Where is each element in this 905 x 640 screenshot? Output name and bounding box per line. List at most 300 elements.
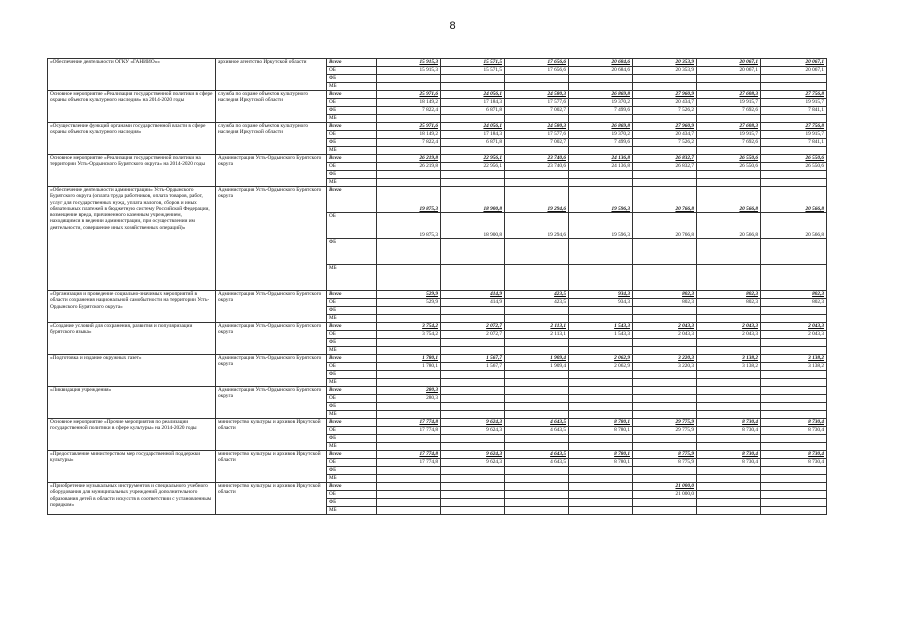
amount-cell [633, 467, 697, 475]
amount-cell: 7 692,6 [697, 107, 761, 115]
amount-cell: 529,9 [377, 299, 441, 307]
amount-cell: 18 900,8 [441, 213, 505, 239]
amount-cell [697, 435, 761, 443]
amount-cell: 17 774,8 [377, 419, 441, 427]
amount-cell [505, 171, 569, 179]
amount-cell [505, 75, 569, 83]
amount-cell: 802,3 [697, 291, 761, 299]
amount-cell: 20 353,9 [633, 67, 697, 75]
amount-cell [505, 387, 569, 395]
amount-cell [377, 403, 441, 411]
amount-cell: 8 730,4 [697, 427, 761, 435]
amount-cell [633, 403, 697, 411]
amount-cell [441, 411, 505, 419]
amount-cell: 7 002,7 [505, 139, 569, 147]
amount-cell: 2 113,1 [505, 323, 569, 331]
amount-cell [633, 475, 697, 483]
amount-cell: 25 971,6 [377, 91, 441, 99]
amount-cell: 2 072,7 [441, 331, 505, 339]
budget-table [47, 58, 827, 515]
amount-cell [377, 339, 441, 347]
funding-source-cell: ОБ [327, 163, 377, 171]
amount-cell [505, 411, 569, 419]
funding-source-cell: МБ [327, 379, 377, 387]
funding-source-cell: Всего [327, 323, 377, 331]
amount-cell [697, 379, 761, 387]
amount-cell: 20 684,6 [569, 59, 633, 67]
funding-source-cell: ОБ [327, 491, 377, 499]
amount-cell: 20 434,7 [633, 99, 697, 107]
amount-cell: 8 775,9 [633, 451, 697, 459]
amount-cell [761, 411, 827, 419]
amount-cell: 17 577,6 [505, 99, 569, 107]
amount-cell: 8 730,4 [761, 451, 827, 459]
amount-cell [697, 75, 761, 83]
amount-cell [697, 507, 761, 515]
amount-cell: 1 780,1 [377, 363, 441, 371]
amount-cell [697, 395, 761, 403]
amount-cell: 19 875,3 [377, 187, 441, 213]
funding-source-cell: МБ [327, 315, 377, 323]
amount-cell [377, 499, 441, 507]
amount-cell: 26 550,6 [761, 155, 827, 163]
amount-cell: 8 775,9 [633, 459, 697, 467]
amount-cell: 1 567,7 [441, 355, 505, 363]
amount-cell: 29 775,9 [633, 419, 697, 427]
amount-cell [697, 387, 761, 395]
amount-cell [505, 83, 569, 91]
amount-cell [441, 171, 505, 179]
amount-cell [505, 475, 569, 483]
amount-cell: 17 184,3 [441, 131, 505, 139]
amount-cell: 1 909,4 [505, 355, 569, 363]
funding-source-cell: МБ [327, 347, 377, 355]
amount-cell: 22 956,1 [441, 155, 505, 163]
table-row [48, 155, 827, 163]
table-row [48, 123, 827, 131]
amount-cell [569, 507, 633, 515]
amount-cell [441, 83, 505, 91]
amount-cell: 17 577,6 [505, 131, 569, 139]
amount-cell [441, 339, 505, 347]
funding-source-cell: МБ [327, 83, 377, 91]
amount-cell [505, 443, 569, 451]
amount-cell: 20 566,8 [697, 213, 761, 239]
amount-cell: 1 780,1 [377, 355, 441, 363]
amount-cell: 3 754,2 [377, 331, 441, 339]
funding-source-cell: Всего [327, 123, 377, 131]
amount-cell [697, 147, 761, 155]
amount-cell: 20 566,8 [697, 187, 761, 213]
amount-cell: 24 580,3 [505, 123, 569, 131]
amount-cell: 414,9 [441, 299, 505, 307]
amount-cell [377, 315, 441, 323]
table-row [48, 91, 827, 99]
amount-cell: 802,3 [633, 291, 697, 299]
amount-cell: 9 624,3 [441, 427, 505, 435]
amount-cell [633, 379, 697, 387]
executor-cell: Администрация Усть-Ордынского Бурятского округа [216, 291, 327, 323]
amount-cell [633, 147, 697, 155]
amount-cell: 27 960,9 [633, 123, 697, 131]
amount-cell: 17 774,8 [377, 451, 441, 459]
amount-cell [761, 115, 827, 123]
amount-cell [761, 475, 827, 483]
amount-cell [441, 491, 505, 499]
amount-cell [377, 483, 441, 491]
amount-cell: 1 567,7 [441, 363, 505, 371]
amount-cell: 20 766,8 [633, 213, 697, 239]
executor-cell: служба по охране объектов культурного наследия Иркутской области [216, 123, 327, 155]
amount-cell [697, 467, 761, 475]
amount-cell [569, 265, 633, 291]
amount-cell: 3 220,3 [633, 355, 697, 363]
amount-cell [377, 379, 441, 387]
amount-cell [633, 339, 697, 347]
amount-cell: 7 841,1 [761, 107, 827, 115]
amount-cell: 9 624,3 [441, 419, 505, 427]
amount-cell: 3 138,2 [761, 355, 827, 363]
amount-cell: 26 550,6 [697, 155, 761, 163]
activity-name-cell: Основное мероприятие «Прочие мероприятия по реализации государственной политики в сфере культуры» на 2014-2020 годы [48, 419, 216, 451]
funding-source-cell: ФБ [327, 339, 377, 347]
amount-cell: 24 580,3 [505, 91, 569, 99]
amount-cell [761, 339, 827, 347]
amount-cell: 19 915,7 [761, 99, 827, 107]
amount-cell: 20 067,1 [697, 59, 761, 67]
amount-cell: 802,3 [697, 299, 761, 307]
amount-cell: 4 643,5 [505, 427, 569, 435]
amount-cell [633, 307, 697, 315]
amount-cell [761, 347, 827, 355]
amount-cell [761, 499, 827, 507]
amount-cell [697, 179, 761, 187]
funding-source-cell: МБ [327, 507, 377, 515]
amount-cell [505, 483, 569, 491]
amount-cell [761, 171, 827, 179]
amount-cell [505, 339, 569, 347]
amount-cell [633, 115, 697, 123]
amount-cell [697, 83, 761, 91]
amount-cell [505, 307, 569, 315]
funding-source-cell: ФБ [327, 435, 377, 443]
amount-cell [505, 491, 569, 499]
table-row [48, 483, 827, 491]
amount-cell [505, 507, 569, 515]
activity-name-cell: «Обеспечение деятельности администрации» Усть-Ордынского Бурятского округа (оплата труда работников, оплата товаров, работ, услуг для государственных нужд, уплата налогов, сборов и иных обязательных платежей в бюджетную систему Российской Федерации, возмещение вреда, причиненного казенным учреждением, находящимся в ведении администрации, при осуществлении им деятельности, совершение иных хозяйственных операций)» [48, 187, 216, 291]
amount-cell [441, 395, 505, 403]
amount-cell: 22 956,1 [441, 163, 505, 171]
amount-cell [569, 147, 633, 155]
funding-source-cell: ОБ [327, 131, 377, 139]
amount-cell: 26 869,8 [569, 91, 633, 99]
amount-cell: 26 869,8 [569, 123, 633, 131]
amount-cell [377, 411, 441, 419]
amount-cell [633, 443, 697, 451]
amount-cell [569, 395, 633, 403]
amount-cell: 7 526,2 [633, 139, 697, 147]
amount-cell: 15 915,3 [377, 67, 441, 75]
amount-cell [697, 239, 761, 265]
executor-cell: Администрация Усть-Ордынского Бурятского округа [216, 187, 327, 291]
amount-cell: 2 043,3 [697, 331, 761, 339]
amount-cell: 3 138,2 [761, 363, 827, 371]
amount-cell [697, 265, 761, 291]
amount-cell [633, 239, 697, 265]
amount-cell [569, 483, 633, 491]
amount-cell: 6 871,8 [441, 107, 505, 115]
amount-cell [377, 115, 441, 123]
amount-cell: 24 136,8 [569, 155, 633, 163]
executor-cell: Администрация Усть-Ордынского Бурятского округа [216, 355, 327, 387]
amount-cell [569, 491, 633, 499]
amount-cell [569, 179, 633, 187]
amount-cell [761, 435, 827, 443]
amount-cell: 20 067,1 [697, 67, 761, 75]
amount-cell: 8 730,4 [761, 419, 827, 427]
amount-cell [761, 75, 827, 83]
amount-cell: 19 915,7 [761, 131, 827, 139]
amount-cell: 27 756,8 [761, 123, 827, 131]
amount-cell [633, 171, 697, 179]
funding-source-cell: МБ [327, 147, 377, 155]
amount-cell [377, 507, 441, 515]
amount-cell [761, 443, 827, 451]
amount-cell [377, 75, 441, 83]
amount-cell [377, 239, 441, 265]
amount-cell: 423,5 [505, 299, 569, 307]
funding-source-cell: ФБ [327, 467, 377, 475]
amount-cell: 8 730,4 [697, 419, 761, 427]
funding-source-cell: Всего [327, 355, 377, 363]
amount-cell: 20 766,8 [633, 187, 697, 213]
amount-cell: 8 730,4 [697, 459, 761, 467]
amount-cell [505, 379, 569, 387]
amount-cell [441, 387, 505, 395]
amount-cell [441, 347, 505, 355]
amount-cell [633, 507, 697, 515]
amount-cell [377, 443, 441, 451]
amount-cell: 18 900,8 [441, 187, 505, 213]
executor-cell: министерство культуры и архивов Иркутской области [216, 483, 327, 515]
amount-cell: 3 220,3 [633, 363, 697, 371]
amount-cell: 6 871,8 [441, 139, 505, 147]
amount-cell [441, 403, 505, 411]
amount-cell: 2 113,1 [505, 331, 569, 339]
page-number: 8 [449, 20, 456, 32]
amount-cell [377, 179, 441, 187]
amount-cell: 26 832,7 [633, 163, 697, 171]
amount-cell [761, 387, 827, 395]
amount-cell [761, 403, 827, 411]
amount-cell [569, 371, 633, 379]
amount-cell: 7 499,6 [569, 139, 633, 147]
amount-cell [441, 75, 505, 83]
funding-source-cell: Всего [327, 387, 377, 395]
amount-cell: 934,3 [569, 291, 633, 299]
amount-cell [505, 395, 569, 403]
amount-cell [633, 83, 697, 91]
amount-cell [441, 475, 505, 483]
amount-cell [569, 499, 633, 507]
amount-cell [761, 147, 827, 155]
amount-cell: 2 062,9 [569, 363, 633, 371]
amount-cell: 1 543,3 [569, 331, 633, 339]
amount-cell [697, 483, 761, 491]
amount-cell [697, 115, 761, 123]
amount-cell [569, 239, 633, 265]
activity-name-cell: «Приобретение музыкальных инструментов и специального учебного оборудования для муниципальных учреждений дополнительного образования детей в области искусств в соответствии с установленным порядком» [48, 483, 216, 515]
funding-source-cell: МБ [327, 411, 377, 419]
amount-cell [569, 307, 633, 315]
amount-cell [505, 179, 569, 187]
amount-cell: 8 780,1 [569, 427, 633, 435]
amount-cell: 19 875,3 [377, 213, 441, 239]
amount-cell: 280,3 [377, 395, 441, 403]
funding-source-cell: Всего [327, 419, 377, 427]
amount-cell [633, 387, 697, 395]
amount-cell: 802,3 [761, 299, 827, 307]
amount-cell [569, 171, 633, 179]
amount-cell: 7 692,6 [697, 139, 761, 147]
table-row [48, 419, 827, 427]
amount-cell [569, 83, 633, 91]
amount-cell: 15 571,5 [441, 67, 505, 75]
amount-cell [441, 379, 505, 387]
amount-cell [505, 239, 569, 265]
amount-cell: 9 624,3 [441, 459, 505, 467]
funding-source-cell: Всего [327, 91, 377, 99]
amount-cell: 8 730,4 [761, 459, 827, 467]
amount-cell [377, 475, 441, 483]
funding-source-cell: Всего [327, 59, 377, 67]
amount-cell [697, 411, 761, 419]
amount-cell [505, 265, 569, 291]
amount-cell: 1 909,4 [505, 363, 569, 371]
executor-cell: Администрация Усть-Ордынского Бурятского округа [216, 155, 327, 187]
amount-cell: 280,3 [377, 387, 441, 395]
amount-cell [569, 475, 633, 483]
amount-cell: 2 062,9 [569, 355, 633, 363]
amount-cell [633, 435, 697, 443]
amount-cell: 934,3 [569, 299, 633, 307]
amount-cell [441, 265, 505, 291]
amount-cell [697, 491, 761, 499]
funding-source-cell: ФБ [327, 107, 377, 115]
amount-cell: 19 915,7 [697, 99, 761, 107]
table-row [48, 59, 827, 67]
amount-cell: 19 915,7 [697, 131, 761, 139]
amount-cell: 27 608,3 [697, 123, 761, 131]
amount-cell: 17 656,6 [505, 59, 569, 67]
amount-cell [697, 347, 761, 355]
amount-cell: 19 596,3 [569, 213, 633, 239]
amount-cell [761, 483, 827, 491]
amount-cell: 19 294,6 [505, 187, 569, 213]
amount-cell: 26 550,6 [697, 163, 761, 171]
activity-name-cell: «Ликвидация учреждения» [48, 387, 216, 419]
amount-cell: 2 043,3 [633, 331, 697, 339]
amount-cell [761, 239, 827, 265]
amount-cell: 20 067,1 [761, 67, 827, 75]
amount-cell: 17 774,8 [377, 427, 441, 435]
funding-source-cell: ОБ [327, 459, 377, 467]
activity-name-cell: «Организация и проведение социально-значимых мероприятий в области сохранения национальной самобытности на территории Усть-Ордынского Бурятского округа» [48, 291, 216, 323]
amount-cell: 4 643,5 [505, 459, 569, 467]
amount-cell: 17 656,6 [505, 67, 569, 75]
amount-cell [441, 239, 505, 265]
amount-cell [761, 507, 827, 515]
executor-cell: служба по охране объектов культурного наследия Иркутской области [216, 91, 327, 123]
executor-cell: министерство культуры и архивов Иркутской области [216, 419, 327, 451]
amount-cell [633, 265, 697, 291]
amount-cell [441, 179, 505, 187]
amount-cell [697, 307, 761, 315]
amount-cell [569, 435, 633, 443]
amount-cell: 3 754,2 [377, 323, 441, 331]
amount-cell: 17 774,8 [377, 459, 441, 467]
funding-source-cell: ФБ [327, 139, 377, 147]
funding-source-cell: ОБ [327, 99, 377, 107]
amount-cell: 26 219,8 [377, 163, 441, 171]
amount-cell [569, 315, 633, 323]
amount-cell [697, 475, 761, 483]
amount-cell: 20 566,8 [761, 187, 827, 213]
amount-cell: 7 002,7 [505, 107, 569, 115]
funding-source-cell: Всего [327, 187, 377, 213]
amount-cell [441, 435, 505, 443]
amount-cell [441, 147, 505, 155]
executor-cell: Администрация Усть-Ордынского Бурятского округа [216, 387, 327, 419]
executor-cell: архивное агентство Иркутской области [216, 59, 327, 91]
funding-source-cell: ОБ [327, 427, 377, 435]
amount-cell [761, 395, 827, 403]
amount-cell [505, 499, 569, 507]
amount-cell: 802,3 [633, 299, 697, 307]
executor-cell: министерство культуры и архивов Иркутской области [216, 451, 327, 483]
amount-cell [761, 307, 827, 315]
amount-cell: 7 841,1 [761, 139, 827, 147]
amount-cell: 23 740,6 [505, 163, 569, 171]
activity-name-cell: «Подготовка и издание окружных газет» [48, 355, 216, 387]
amount-cell: 26 550,6 [761, 163, 827, 171]
amount-cell [569, 403, 633, 411]
amount-cell: 3 138,2 [697, 355, 761, 363]
amount-cell [377, 435, 441, 443]
activity-name-cell: «Обеспечение деятельности ОГКУ «ГАНИИО»» [48, 59, 216, 91]
funding-source-cell: МБ [327, 115, 377, 123]
amount-cell: 7 499,6 [569, 107, 633, 115]
amount-cell: 8 780,1 [569, 451, 633, 459]
funding-source-cell: МБ [327, 265, 377, 291]
amount-cell [569, 387, 633, 395]
amount-cell [377, 171, 441, 179]
amount-cell [441, 315, 505, 323]
amount-cell [761, 467, 827, 475]
amount-cell [505, 147, 569, 155]
funding-source-cell: МБ [327, 443, 377, 451]
amount-cell: 2 043,3 [697, 323, 761, 331]
amount-cell [761, 371, 827, 379]
funding-source-cell: ФБ [327, 171, 377, 179]
amount-cell [505, 467, 569, 475]
amount-cell: 7 526,2 [633, 107, 697, 115]
amount-cell: 802,3 [761, 291, 827, 299]
amount-cell [377, 491, 441, 499]
amount-cell: 20 566,8 [761, 213, 827, 239]
amount-cell: 19 370,2 [569, 99, 633, 107]
funding-source-cell: ОБ [327, 299, 377, 307]
